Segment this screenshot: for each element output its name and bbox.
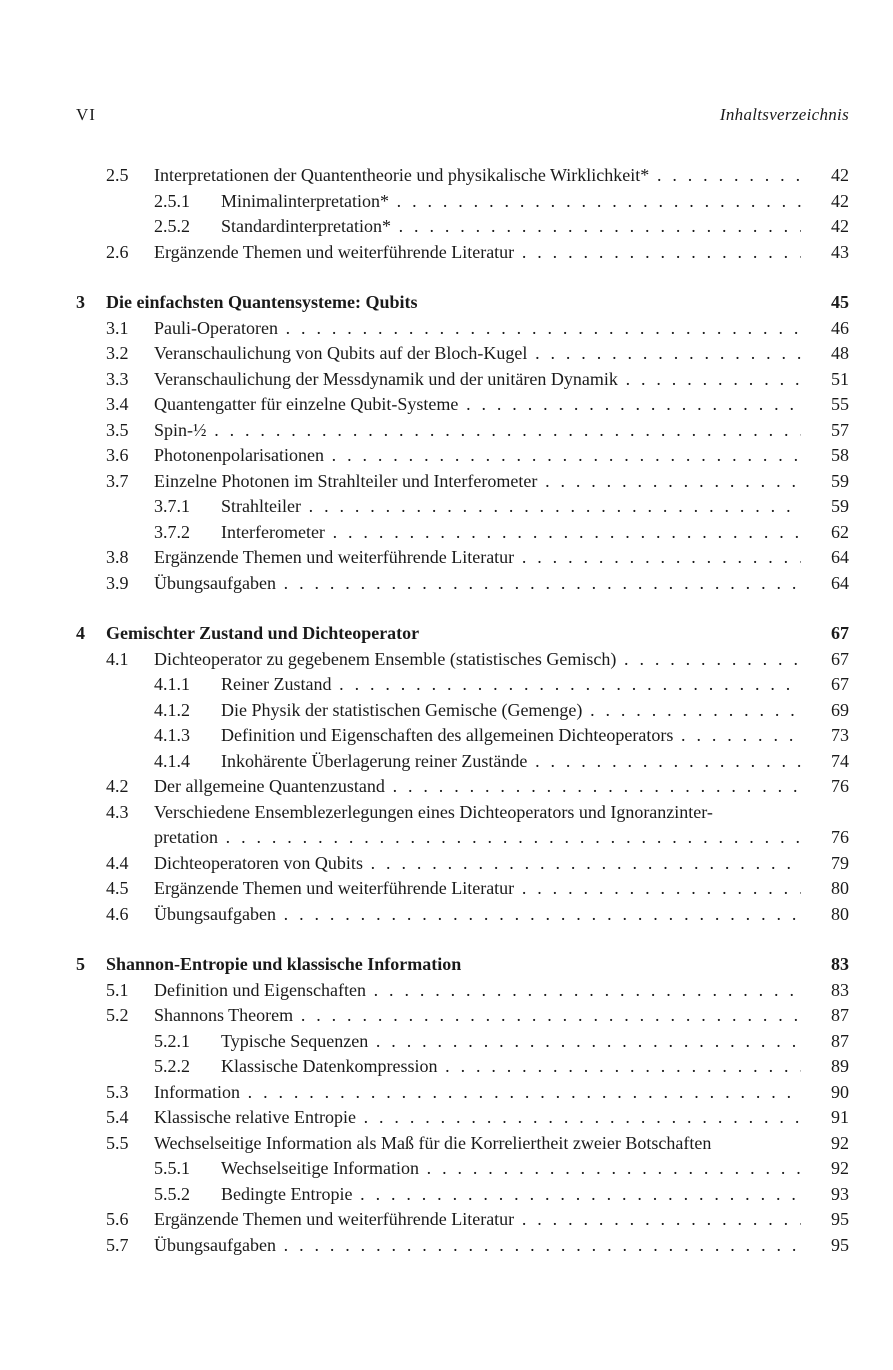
toc-section-entry[interactable] [76, 774, 849, 800]
toc-entry-number: 2.5.1 [154, 190, 190, 211]
toc-entry-page: 67 [831, 674, 849, 694]
toc-entry-title: Information . . . [154, 1080, 801, 1106]
toc-entry-page: 80 [831, 878, 849, 898]
toc-section-entry[interactable] [76, 367, 849, 393]
toc-entry-title: Gemischter Zustand und Dichteoperator [106, 623, 420, 643]
toc-entry-title: Übungsaufgaben . . . [154, 902, 801, 928]
toc-entry-number: 2.6 [106, 241, 129, 262]
toc-entry-number: 3.8 [106, 547, 129, 567]
toc-entry-page: 95 [831, 1234, 849, 1255]
toc-entry-page: 57 [831, 419, 849, 440]
toc-section-entry[interactable] [76, 1080, 849, 1106]
toc-entry-page: 62 [831, 521, 849, 542]
toc-entry-page: 46 [831, 317, 849, 338]
toc-entry-title: Klassische relative Entropie . . . [154, 1105, 801, 1131]
toc-entry-title: Inkohärente Überlagerung reiner Zustände . . . [221, 749, 801, 775]
toc-subsection-entry[interactable] [76, 494, 849, 520]
toc-entry-title: Die Physik der statistischen Gemische (Gemenge) . . . [221, 698, 801, 724]
toc-entry-number: 3.5 [106, 419, 129, 440]
toc-entry-title: pretation . . . [154, 825, 801, 851]
toc-entry-page: 92 [831, 1132, 849, 1153]
toc-entry-number: 4.2 [106, 776, 129, 796]
toc-entry-title: Dichteoperator zu gegebenem Ensemble (statistisches Gemisch) . . . [154, 647, 801, 673]
toc-entry-page: 67 [831, 623, 849, 643]
toc-section-entry[interactable] [76, 851, 849, 877]
toc-subsection-entry[interactable] [76, 520, 849, 546]
toc-entry-page: 45 [831, 292, 849, 312]
toc-entry-title: Definition und Eigenschaften . . . [154, 978, 801, 1004]
toc-entry-number: 3.6 [106, 445, 129, 465]
toc-subsection-entry[interactable] [76, 723, 849, 749]
toc-entry-title: Quantengatter für einzelne Qubit-Systeme . . . [154, 392, 801, 418]
toc-entry-title: Shannon-Entropie und klassische Information [106, 954, 462, 974]
toc-entry-title: Dichteoperatoren von Qubits . . . [154, 851, 801, 877]
toc-section-entry[interactable] [76, 469, 849, 495]
toc-entry-page: 80 [831, 903, 849, 924]
toc-chapter-entry[interactable] [76, 952, 849, 978]
toc-entry-page: 67 [831, 648, 849, 669]
toc-entry-page: 73 [831, 725, 849, 745]
toc-entry-number: 4.6 [106, 903, 129, 924]
toc-entry-title: Minimalinterpretation* . . . [221, 189, 801, 215]
toc-subsection-entry[interactable] [76, 1029, 849, 1055]
toc-section-entry[interactable] [76, 1003, 849, 1029]
toc-subsection-entry[interactable] [76, 1182, 849, 1208]
toc-entry-number: 3.7.2 [154, 521, 190, 542]
toc-entry-title: Veranschaulichung der Messdynamik und der unitären Dynamik . . . [154, 367, 801, 393]
toc-entry-page: 64 [831, 547, 849, 567]
toc-entry-title: Shannons Theorem . . . [154, 1003, 801, 1029]
toc-entry-number: 5.3 [106, 1081, 129, 1102]
toc-entry-page: 51 [831, 368, 849, 389]
toc-entry-title: Der allgemeine Quantenzustand . . . [154, 774, 801, 800]
toc-entry-number: 4.5 [106, 878, 129, 898]
toc-entry-number: 3.7 [106, 470, 129, 491]
toc-entry-page: 42 [831, 216, 849, 236]
toc-entry-page: 48 [831, 343, 849, 363]
toc-entry-title: Wechselseitige Information als Maß für die Korreliertheit zweier Botschaften [154, 1132, 712, 1153]
toc-entry-number: 3.3 [106, 368, 129, 389]
toc-entry-number: 5.5.1 [154, 1158, 190, 1178]
toc-entry-title: Wechselseitige Information . . . [221, 1156, 801, 1182]
toc-entry-title: Standardinterpretation* . . . [221, 214, 801, 240]
toc-section-entry[interactable] [76, 876, 849, 902]
toc-section-entry[interactable] [76, 902, 849, 928]
toc-subsection-entry[interactable] [76, 698, 849, 724]
toc-section-entry[interactable] [76, 418, 849, 444]
toc-section-continuation[interactable] [76, 825, 849, 851]
toc-entry-number: 5.4 [106, 1107, 129, 1127]
toc-entry-page: 59 [831, 470, 849, 491]
toc-subsection-entry[interactable] [76, 189, 849, 215]
toc-entry-number: 3.9 [106, 572, 129, 593]
toc-section-entry[interactable] [76, 240, 849, 266]
toc-entry-page: 42 [831, 165, 849, 185]
toc-entry-page: 91 [831, 1107, 849, 1127]
toc-entry-page: 76 [831, 776, 849, 796]
toc-entry-title: Übungsaufgaben . . . [154, 1233, 801, 1259]
toc-section-entry[interactable] [76, 978, 849, 1004]
toc-section-entry[interactable] [76, 1233, 849, 1259]
toc-entry-number: 4.1.2 [154, 699, 190, 720]
toc-section-entry[interactable] [76, 392, 849, 418]
toc-entry-title: Ergänzende Themen und weiterführende Literatur . . . [154, 1207, 801, 1233]
toc-entry-number: 4.4 [106, 852, 129, 873]
toc-entry-page: 42 [831, 190, 849, 211]
toc-entry-number: 5.1 [106, 979, 129, 1000]
toc-entry-number: 4.1 [106, 648, 129, 669]
toc-entry-title: Photonenpolarisationen . . . [154, 443, 801, 469]
toc-entry-page: 69 [831, 699, 849, 720]
toc-entry-title: Bedingte Entropie . . . [221, 1182, 801, 1208]
toc-entry-number: 3.1 [106, 317, 129, 338]
toc-section-entry[interactable] [76, 571, 849, 597]
toc-entry-page: 95 [831, 1209, 849, 1229]
toc-section-entry[interactable] [76, 443, 849, 469]
toc-section-entry[interactable] [76, 341, 849, 367]
toc-entry-title: Einzelne Photonen im Strahlteiler und Interferometer . . . [154, 469, 801, 495]
toc-entry-number: 5.2 [106, 1005, 129, 1025]
toc-entry-number: 5.5 [106, 1132, 129, 1153]
toc-entry-title: Spin-½ . . . [154, 418, 801, 444]
toc-entry-page: 55 [831, 394, 849, 414]
toc-entry-number: 4 [76, 623, 85, 643]
toc-chapter-entry[interactable] [76, 621, 849, 647]
toc-section-entry[interactable] [76, 1131, 849, 1157]
toc-entry-page: 83 [831, 954, 849, 974]
toc-section-entry[interactable] [76, 316, 849, 342]
toc-section-entry[interactable] [76, 1105, 849, 1131]
toc-entry-title: Ergänzende Themen und weiterführende Literatur . . . [154, 240, 801, 266]
toc-entry-number: 5.2.1 [154, 1030, 190, 1051]
toc-entry-number: 3 [76, 292, 85, 312]
toc-entry-page: 59 [831, 496, 849, 516]
toc-entry-title: Übungsaufgaben . . . [154, 571, 801, 597]
toc-entry-page: 89 [831, 1056, 849, 1076]
toc-subsection-entry[interactable] [76, 214, 849, 240]
toc-entry-number: 5.5.2 [154, 1183, 190, 1204]
toc-entry-page: 83 [831, 979, 849, 1000]
toc-entry-number: 5.7 [106, 1234, 129, 1255]
toc-entry-number: 4.3 [106, 801, 129, 822]
toc-entry-number: 5 [76, 954, 85, 974]
toc-entry-number: 3.2 [106, 343, 129, 363]
running-title: Inhaltsverzeichnis [719, 105, 849, 124]
toc-entry-page: 90 [831, 1081, 849, 1102]
toc-entry-title: Ergänzende Themen und weiterführende Literatur . . . [154, 876, 801, 902]
toc-section-entry[interactable] [76, 1207, 849, 1233]
toc-entry-title: Die einfachsten Quantensysteme: Qubits [106, 292, 418, 312]
toc-section-entry[interactable] [76, 545, 849, 571]
toc-entry-number: 5.6 [106, 1209, 129, 1229]
toc-subsection-entry[interactable] [76, 1054, 849, 1080]
toc-entry-title: Interpretationen der Quantentheorie und physikalische Wirklichkeit* . . . [154, 163, 801, 189]
toc-entry-number: 5.2.2 [154, 1056, 190, 1076]
toc-entry-title: Verschiedene Ensemblezerlegungen eines Dichteoperators und Ignoranzinter- [154, 801, 713, 822]
page-header [76, 105, 849, 129]
toc-entry-number: 4.1.1 [154, 674, 190, 694]
toc-entry-title: Interferometer . . . [221, 520, 801, 546]
toc-entry-number: 3.7.1 [154, 496, 190, 516]
toc-entry-page: 64 [831, 572, 849, 593]
toc-entry-number: 2.5 [106, 165, 129, 185]
toc-entry-page: 87 [831, 1030, 849, 1051]
toc-chapter-entry[interactable] [76, 290, 849, 316]
toc-entry-title: Pauli-Operatoren . . . [154, 316, 801, 342]
toc-entry-page: 93 [831, 1183, 849, 1204]
toc-section-entry[interactable] [76, 647, 849, 673]
page-number: VI [76, 105, 96, 124]
toc-section-entry[interactable] [76, 800, 849, 826]
toc-subsection-entry[interactable] [76, 672, 849, 698]
toc-entry-page: 87 [831, 1005, 849, 1025]
toc-entry-title: Strahlteiler . . . [221, 494, 801, 520]
toc-entry-number: 3.4 [106, 394, 129, 414]
toc-entry-title: Veranschaulichung von Qubits auf der Bloch-Kugel . . . [154, 341, 801, 367]
toc-entry-number: 4.1.3 [154, 725, 190, 745]
toc-entry-page: 76 [831, 827, 849, 847]
toc-entry-page: 43 [831, 241, 849, 262]
toc-entry-number: 2.5.2 [154, 216, 190, 236]
toc-entry-title: Klassische Datenkompression . . . [221, 1054, 801, 1080]
toc-entry-title: Reiner Zustand . . . [221, 672, 801, 698]
toc-entry-page: 74 [831, 750, 849, 771]
toc-section-entry[interactable] [76, 163, 849, 189]
toc-entry-title: Typische Sequenzen . . . [221, 1029, 801, 1055]
toc-subsection-entry[interactable] [76, 749, 849, 775]
toc-entry-title: Ergänzende Themen und weiterführende Literatur . . . [154, 545, 801, 571]
table-of-contents [76, 163, 849, 1258]
toc-entry-page: 58 [831, 445, 849, 465]
toc-entry-page: 79 [831, 852, 849, 873]
toc-entry-title: Definition und Eigenschaften des allgemeinen Dichteoperators . . . [221, 723, 801, 749]
toc-entry-number: 4.1.4 [154, 750, 190, 771]
toc-subsection-entry[interactable] [76, 1156, 849, 1182]
toc-entry-page: 92 [831, 1158, 849, 1178]
